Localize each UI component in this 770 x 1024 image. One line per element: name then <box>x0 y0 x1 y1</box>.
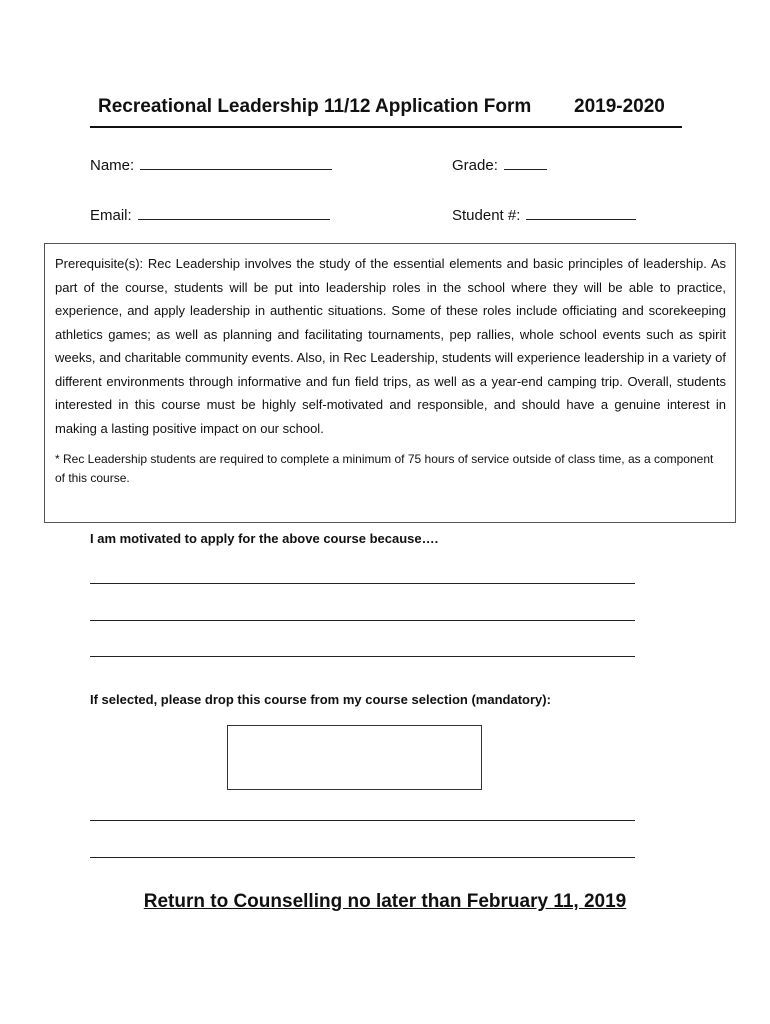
prerequisite-box <box>44 243 736 523</box>
drop-course-line-2[interactable] <box>90 857 635 858</box>
student-number-field <box>452 207 636 224</box>
service-hours-note: * Rec Leadership students are required to complete a minimum of 75 hours of service outside of class time, as a component of this course. <box>55 452 714 485</box>
email-input[interactable] <box>138 207 330 220</box>
prerequisite-text: Prerequisite(s): Rec Leadership involves the study of the essential elements and basic principles of leadership. As part of the course, students will be put into leadership roles in the school where they will be able to practice, experience, and apply leadership in authentic situations. Some of these roles include officiating and scorekeeping athletics games; as well as planning and facilitating tournaments, pep rallies, whole school events such as spirit weeks, and charitable community events. Also, in Rec Leadership, students will experience leadership in a variety of different environments through informative and fun field trips, as well as a year-end camping trip. Overall, students interested in this course must be highly self-motivated and responsible, and should have a genuine interest in making a lasting positive impact on our school. <box>55 256 726 436</box>
return-deadline: Return to Counselling no later than February 11, 2019 <box>143 891 627 912</box>
motivation-line-2[interactable] <box>90 620 635 621</box>
drop-course-line-1[interactable] <box>90 820 635 821</box>
name-label: Name: <box>90 157 135 174</box>
name-field <box>90 157 332 174</box>
student-number-label: Student #: <box>452 207 521 224</box>
motivation-line-1[interactable] <box>90 583 635 584</box>
motivation-label: I am motivated to apply for the above course because…. <box>90 531 439 546</box>
motivation-line-3[interactable] <box>90 656 635 657</box>
grade-input[interactable] <box>504 157 547 170</box>
name-input[interactable] <box>140 157 332 170</box>
grade-label: Grade: <box>452 157 498 174</box>
email-label: Email: <box>90 207 132 224</box>
grade-field <box>452 157 547 174</box>
email-field <box>90 207 330 224</box>
drop-course-label: If selected, please drop this course from my course selection (mandatory): <box>90 692 551 707</box>
form-year: 2019-2020 <box>574 96 665 117</box>
form-title <box>90 96 682 128</box>
drop-course-input-box[interactable] <box>227 725 482 790</box>
form-title-text: Recreational Leadership 11/12 Application Form <box>98 96 532 117</box>
student-number-input[interactable] <box>526 207 636 220</box>
